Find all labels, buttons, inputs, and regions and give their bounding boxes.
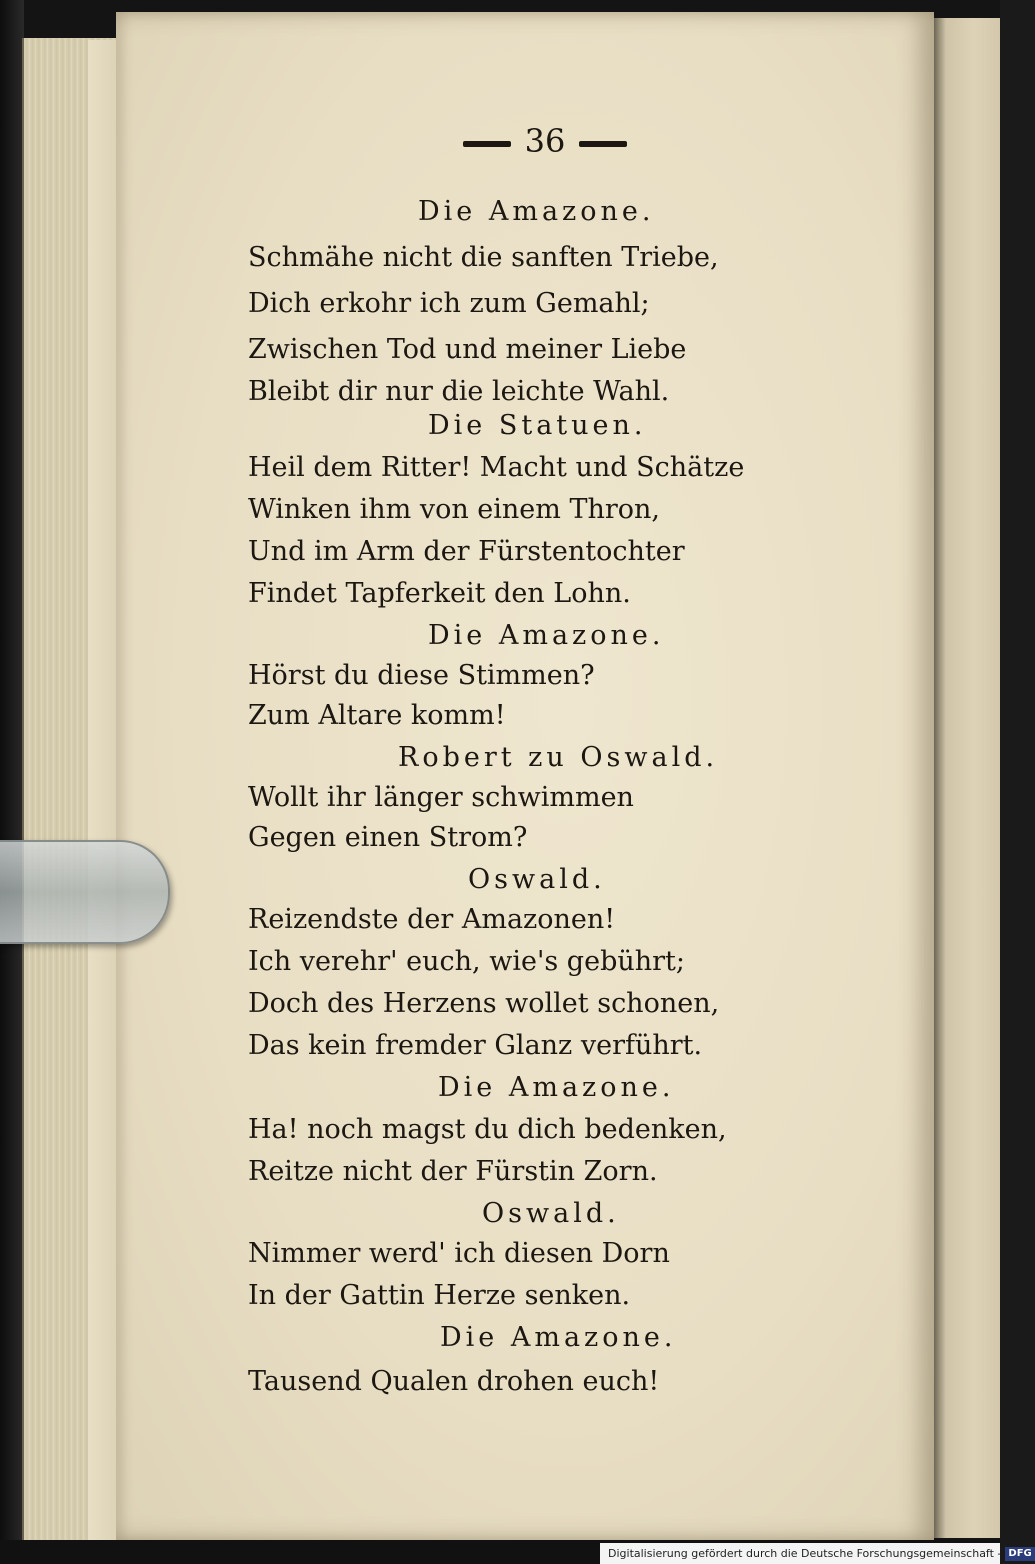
verse-line: Hörst du diese Stimmen? <box>248 660 595 691</box>
dash-left <box>463 141 511 147</box>
verse-line: Zwischen Tod und meiner Liebe <box>248 334 687 365</box>
speaker-heading: Die Amazone. <box>428 620 665 651</box>
speaker-heading: Die Amazone. <box>418 196 655 227</box>
speaker-heading: Oswald. <box>468 864 606 895</box>
verse-line: In der Gattin Herze senken. <box>248 1280 631 1311</box>
verse-line: Wollt ihr länger schwimmen <box>248 782 634 813</box>
verse-line: Winken ihm von einem Thron, <box>248 494 661 525</box>
funding-credit <box>600 1543 1032 1564</box>
verse-line: Findet Tapferkeit den Lohn. <box>248 578 631 609</box>
verse-line: Und im Arm der Fürstentochter <box>248 536 685 567</box>
next-page-edge <box>934 18 1000 1538</box>
verse-line: Gegen einen Strom? <box>248 822 528 853</box>
verse-line: Doch des Herzens wollet schonen, <box>248 988 720 1019</box>
verse-line: Tausend Qualen drohen euch! <box>248 1366 660 1397</box>
verse-line: Ich verehr' euch, wie's gebührt; <box>248 946 685 977</box>
verse-line: Schmähe nicht die sanften Triebe, <box>248 242 719 273</box>
verse-line: Dich erkohr ich zum Gemahl; <box>248 288 650 319</box>
verse-line: Reizendste der Amazonen! <box>248 904 616 935</box>
speaker-heading: Robert zu Oswald. <box>398 742 719 773</box>
scan-backdrop <box>0 0 24 1564</box>
glass-page-clip <box>0 840 170 944</box>
page-number <box>440 122 650 160</box>
verse-line: Ha! noch magst du dich bedenken, <box>248 1114 727 1145</box>
verse-line: Bleibt dir nur die leichte Wahl. <box>248 376 670 407</box>
dfg-logo: DFG <box>1005 1547 1034 1561</box>
speaker-heading: Die Amazone. <box>438 1072 675 1103</box>
verse-line: Zum Altare komm! <box>248 700 506 731</box>
speaker-heading: Die Amazone. <box>440 1322 677 1353</box>
funding-credit-text: Digitalisierung gefördert durch die Deutsche Forschungsgemeinschaft - <box>608 1547 1002 1560</box>
dash-right <box>579 141 627 147</box>
speaker-heading: Oswald. <box>482 1198 620 1229</box>
page-number-text: 36 <box>524 122 566 160</box>
speaker-heading: Die Statuen. <box>428 410 647 441</box>
verse-line: Reitze nicht der Fürstin Zorn. <box>248 1156 658 1187</box>
verse-line: Heil dem Ritter! Macht und Schätze <box>248 452 745 483</box>
verse-line: Nimmer werd' ich diesen Dorn <box>248 1238 670 1269</box>
verse-line: Das kein fremder Glanz verführt. <box>248 1030 703 1061</box>
